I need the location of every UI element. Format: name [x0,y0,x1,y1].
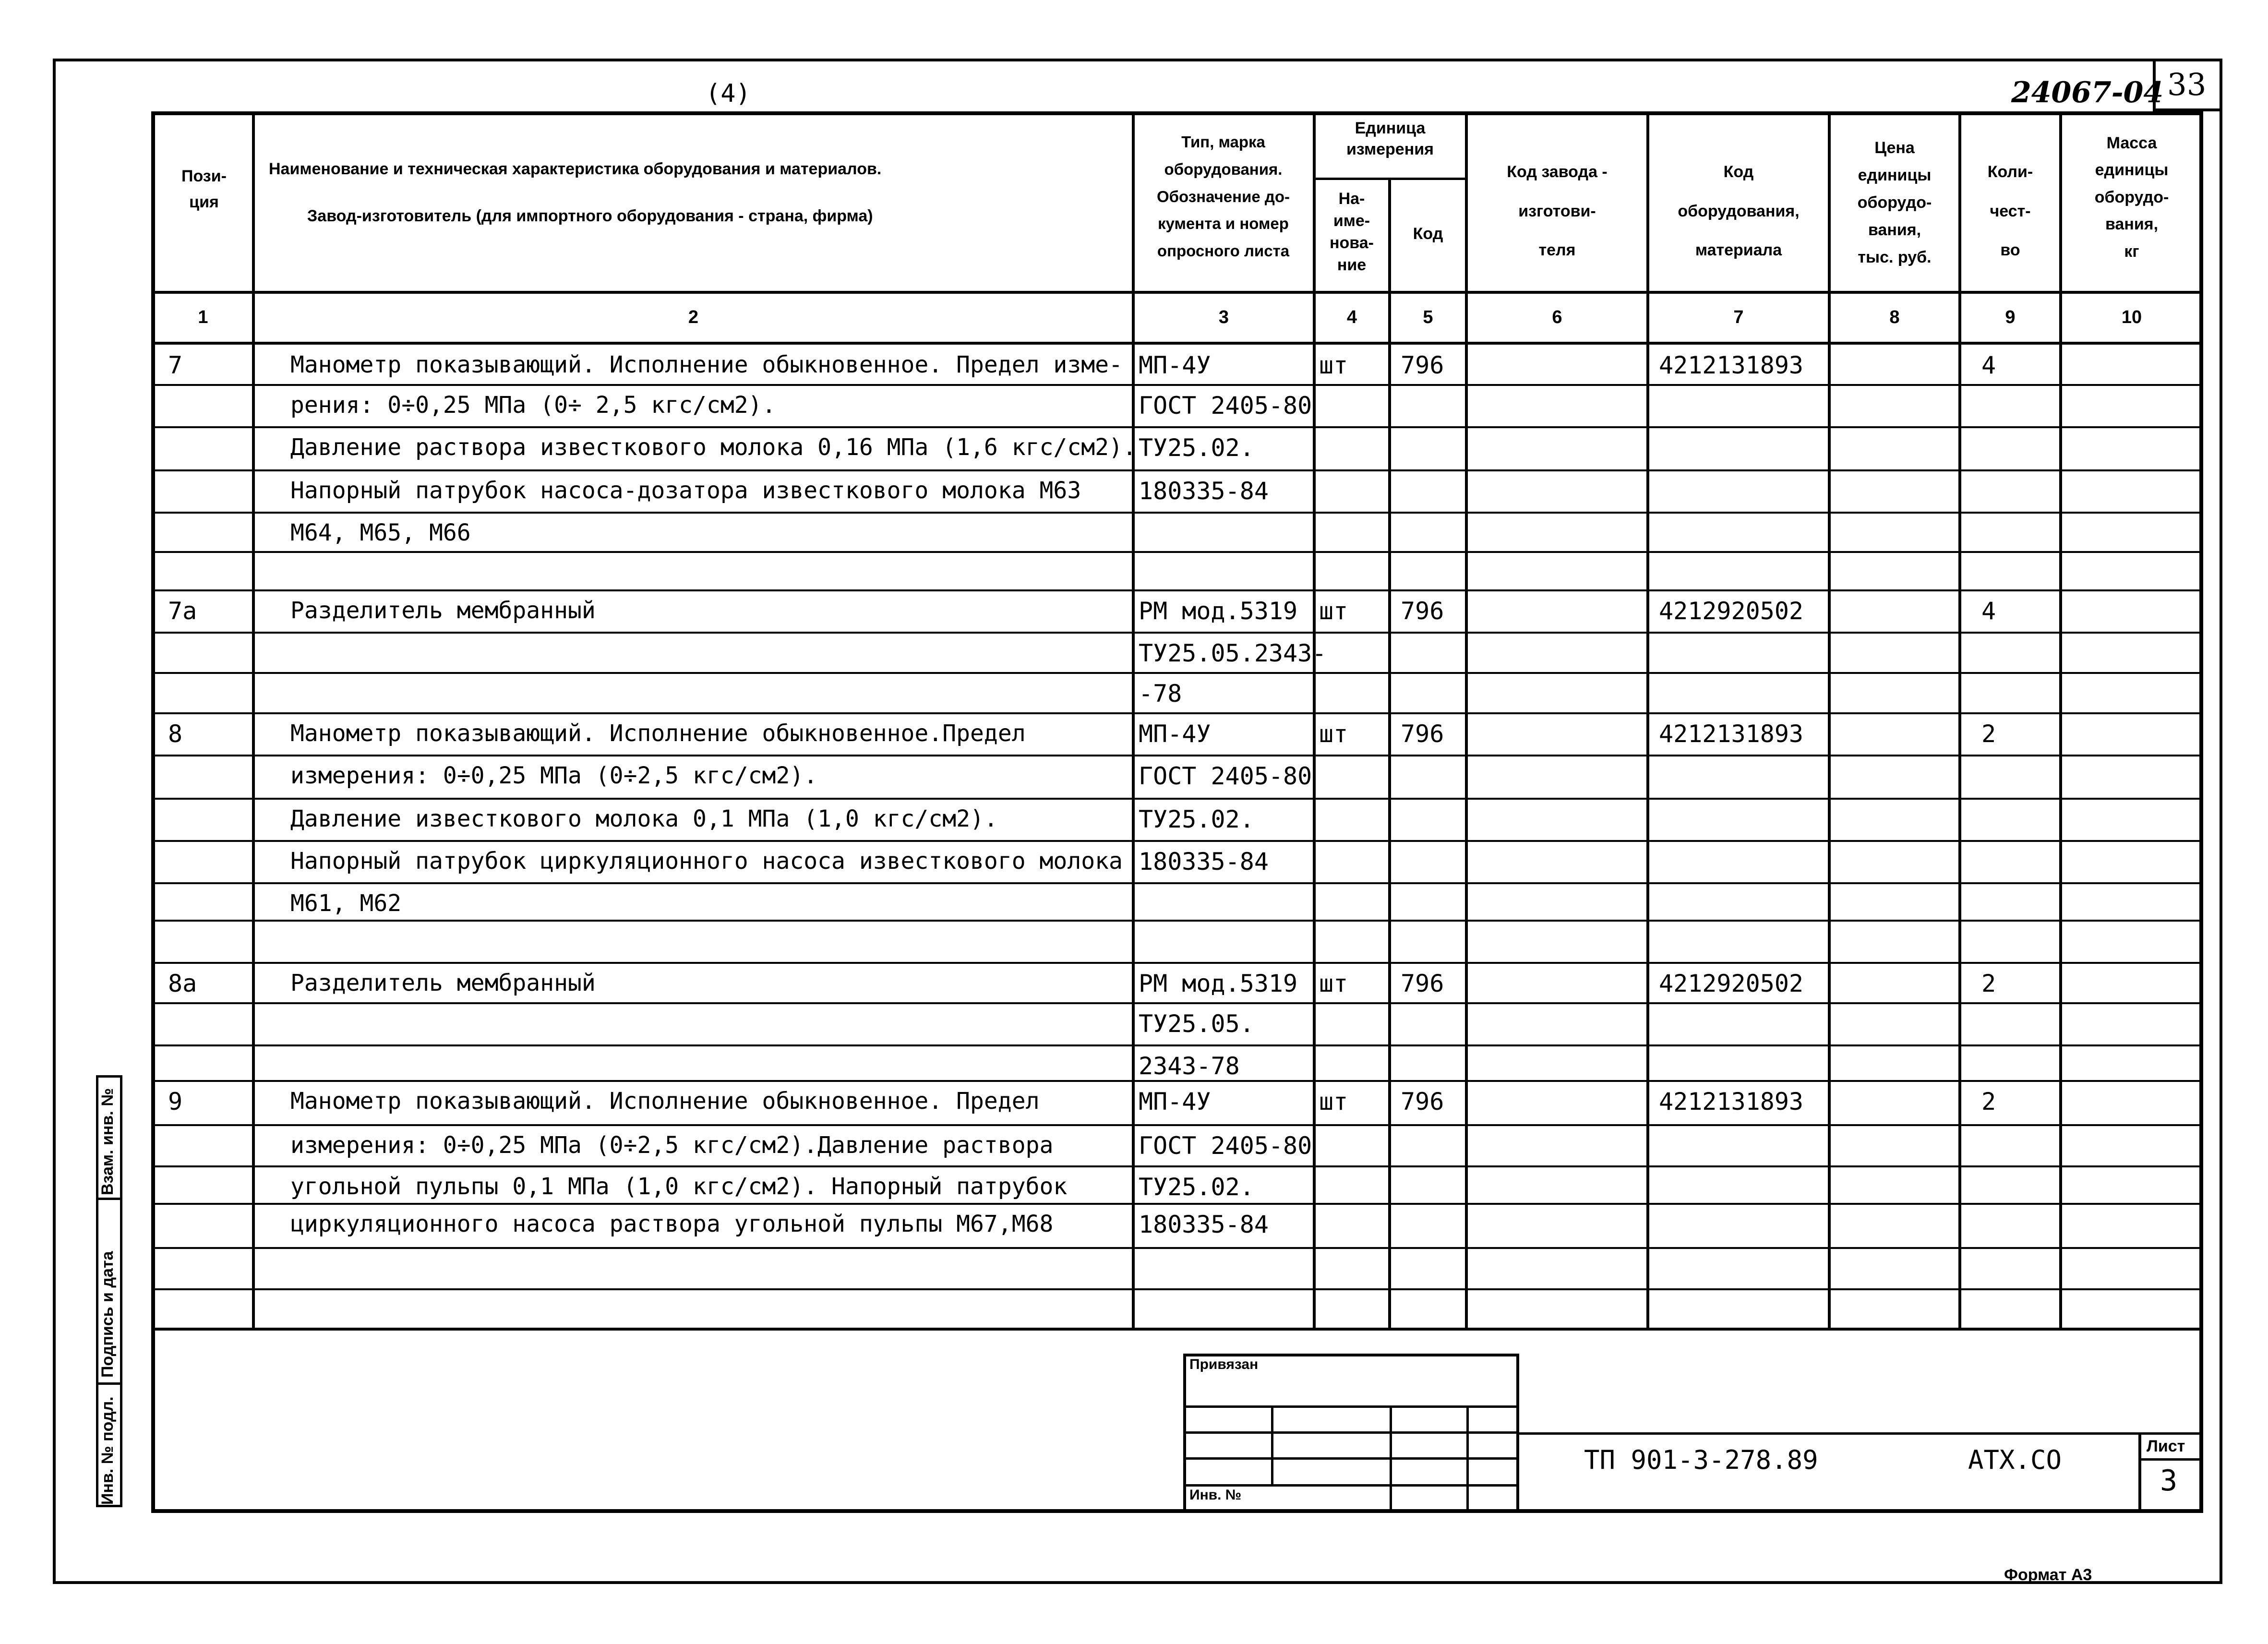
stamp-inv-label: Инв. № [1189,1487,1242,1503]
col-number: 9 [2005,307,2016,327]
table-bottom-line [151,1328,2203,1331]
header-unit-code: Код [1413,225,1443,243]
cell-pos: 8а [168,970,197,997]
cell-unit: шт [1319,351,1348,379]
col-number: 1 [198,307,208,327]
side-label-inv-podl: Инв. № подл. [98,1396,117,1505]
stamp-line [1183,1484,1519,1487]
table-row [0,841,2268,883]
stamp-line [1466,1405,1469,1512]
header-unit: Единица измерения [1346,119,1434,159]
stamp-line [1183,1405,1519,1408]
table-row [0,1166,2268,1204]
cell-equip-code: 4212131893 [1659,720,1804,748]
table-row [0,883,2268,921]
header-position: Пози- ция [181,167,227,212]
table-row [0,1289,2268,1328]
col-number: 7 [1733,307,1744,327]
table-row [0,963,2268,1003]
cell-name: Напорный патрубок насоса-дозатора известкового молока М63 [290,477,1081,504]
header-price: Цена единицы оборудо- вания, тыс. руб. [1857,139,1932,267]
cell-code: 796 [1401,597,1444,625]
table-row [0,921,2268,963]
cell-qty: 4 [1981,597,1996,625]
cell-type: РМ мод.5319 [1139,970,1298,997]
document-code: АТХ.СО [1968,1445,2062,1475]
col-number: 4 [1346,307,1357,327]
cell-code: 796 [1401,970,1444,997]
cell-type: МП-4У [1139,351,1211,379]
cell-unit: шт [1319,970,1348,997]
cell-type: -78 [1139,680,1182,708]
page-corner-number: 33 [2167,67,2207,103]
col-number: 5 [1423,307,1433,327]
cell-pos: 7а [168,597,197,625]
cell-name: Манометр показывающий. Исполнение обыкновенное. Предел изме- [290,351,1123,378]
cell-name: М64, М65, М66 [290,519,471,546]
cell-type: 2343-78 [1139,1052,1240,1080]
cell-name: измерения: 0÷0,25 МПа (0÷2,5 кгс/см2). [290,762,818,789]
cell-type: ТУ25.02. [1139,805,1254,833]
col-number: 2 [688,307,699,327]
cell-equip-code: 4212131893 [1659,351,1804,379]
cell-code: 796 [1401,1088,1444,1116]
table-row [0,633,2268,673]
table-row [0,1003,2268,1045]
table-row [0,590,2268,633]
table-row [0,713,2268,756]
side-label-vzam: Взам. инв. № [98,1088,117,1195]
cell-type: МП-4У [1139,1088,1211,1116]
header-mass: Масса единицы оборудо- вания, кг [2094,134,2169,261]
table-row [0,470,2268,513]
col-number: 6 [1552,307,1562,327]
cell-equip-code: 4212920502 [1659,597,1804,625]
cell-name: Давление известкового молока 0,1 МПа (1,0 кгс/см2). [290,805,998,832]
cell-type: ГОСТ 2405-80 [1139,392,1312,420]
cell-name: угольной пульпы 0,1 МПа (1,0 кгс/см2). Напорный патрубок [290,1173,1068,1200]
cell-type: 180335-84 [1139,477,1269,505]
header-name-line1: Наименование и техническая характеристика оборудования и материалов. [269,160,882,178]
cell-name: Напорный патрубок циркуляционного насоса известкового молока [290,848,1123,875]
stamp-line [1271,1405,1273,1484]
side-strip-divider [96,1198,122,1200]
cell-qty: 2 [1981,720,1996,748]
table-row [0,799,2268,841]
table-row [0,1045,2268,1081]
header-type: Тип, марка оборудования. Обозначение до- кумента и номер опросного листа [1157,133,1290,260]
stamp-line [1183,1457,1519,1460]
header-equipment-code: Код оборудования, материала [1678,163,1800,260]
sheet-number: 3 [2160,1464,2178,1498]
cell-qty: 2 [1981,1088,1996,1116]
header-unit-name: На- име- нова- ние [1330,190,1374,274]
cell-type: ТУ25.02. [1139,434,1254,462]
header-name-line2: Завод-изготовитель (для импортного оборудования - страна, фирма) [307,207,873,225]
cell-code: 796 [1401,351,1444,379]
table-row [0,513,2268,552]
format-label: Формат А3 [2004,1566,2092,1584]
stamp-title-line [1517,1432,2203,1435]
cell-type: ТУ25.05. [1139,1010,1254,1038]
table-row [0,1204,2268,1248]
cell-pos: 8 [168,720,183,748]
table-row [0,756,2268,799]
cell-unit: шт [1319,720,1348,748]
cell-type: РМ мод.5319 [1139,597,1298,625]
table-row [0,345,2268,385]
document-number: 24067-04 [2011,76,2164,109]
cell-type: ТУ25.05.2343- [1139,639,1327,667]
cell-qty: 4 [1981,351,1996,379]
header-bottom-line [151,291,2203,294]
table-row [0,552,2268,590]
cell-name: циркуляционного насоса раствора угольной пульпы М67,М68 [290,1211,1054,1237]
cell-unit: шт [1319,597,1348,625]
cell-pos: 9 [168,1088,183,1116]
table-row [0,1125,2268,1166]
cell-name: М61, М62 [290,890,402,917]
cell-name: Разделитель мембранный [290,970,596,996]
cell-type: ГОСТ 2405-80 [1139,762,1312,790]
stamp-line [1183,1431,1519,1434]
table-row [0,385,2268,427]
cell-name: Манометр показывающий. Исполнение обыкновенное. Предел [290,1088,1040,1115]
cell-qty: 2 [1981,970,1996,997]
cell-pos: 7 [168,351,183,379]
stamp-privyazan-label: Привязан [1189,1356,1259,1372]
table-row [0,673,2268,713]
cell-type: 180335-84 [1139,1211,1269,1238]
table-row [0,427,2268,470]
cell-code: 796 [1401,720,1444,748]
header-factory-code: Код завода - изготови- теля [1507,163,1608,260]
table-row [0,1248,2268,1289]
cell-name: Давление раствора известкового молока 0,16 МПа (1,6 кгс/см2). [290,434,1137,461]
cell-type: ГОСТ 2405-80 [1139,1132,1312,1160]
col-number: 3 [1218,307,1229,327]
section-number: (4) [706,79,751,108]
side-label-podpis: Подпись и дата [98,1251,117,1378]
header-quantity: Коли- чест- во [1987,163,2033,260]
cell-name: рения: 0÷0,25 МПа (0÷ 2,5 кгс/см2). [290,392,776,419]
cell-name: измерения: 0÷0,25 МПа (0÷2,5 кгс/см2).Давление раствора [290,1132,1054,1159]
stamp-line [1390,1405,1392,1512]
col-number: 10 [2121,307,2142,327]
cell-type: МП-4У [1139,720,1211,748]
cell-equip-code: 4212131893 [1659,1088,1804,1116]
sheet-box-line [2138,1458,2203,1461]
col-number: 8 [1889,307,1900,327]
cell-name: Манометр показывающий. Исполнение обыкновенное.Предел [290,720,1026,747]
sheet-label: Лист [2147,1437,2185,1455]
cell-type: 180335-84 [1139,848,1269,876]
cell-unit: шт [1319,1088,1348,1116]
cell-name: Разделитель мембранный [290,597,596,624]
cell-type: ТУ25.02. [1139,1173,1254,1201]
header-subline [1313,178,1468,180]
table-row [0,1081,2268,1125]
project-code: ТП 901-3-278.89 [1584,1445,1818,1475]
side-strip-divider [96,1382,122,1385]
cell-equip-code: 4212920502 [1659,970,1804,997]
